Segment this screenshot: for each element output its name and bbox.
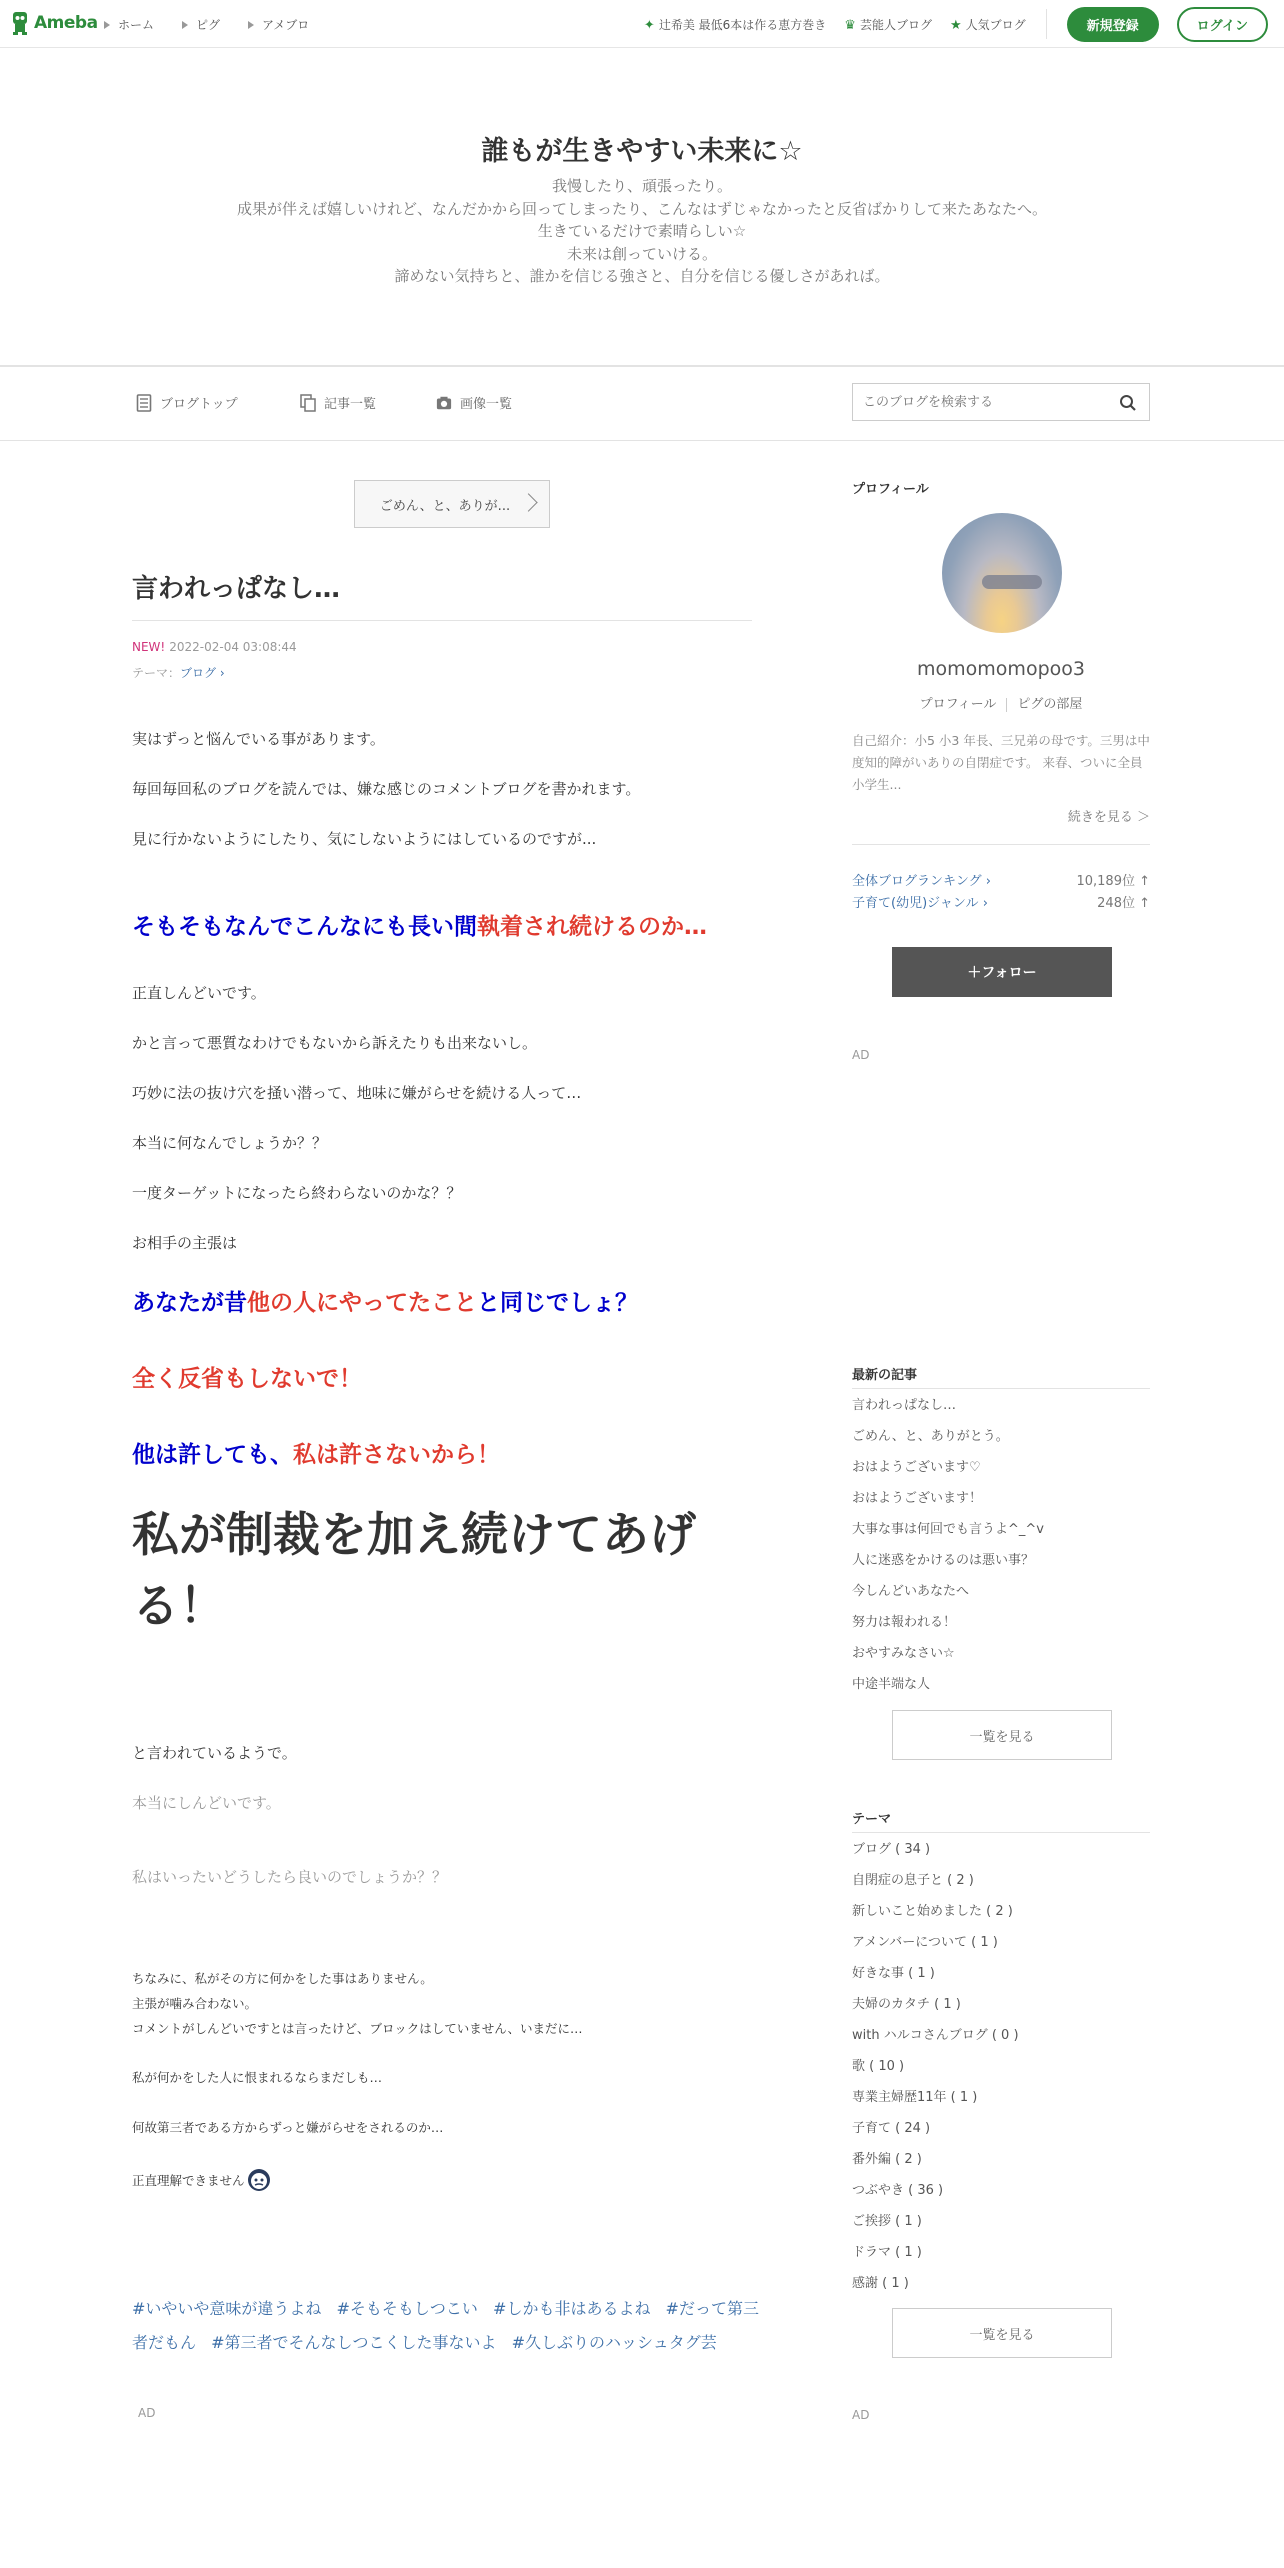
paragraph: 何故第三者である方からずっと嫌がらせをされるのか…: [132, 2120, 444, 2135]
theme-item[interactable]: ドラマ ( 1 ): [852, 2245, 922, 2260]
chevron-right-icon: ›: [216, 666, 225, 680]
ad-label: AD: [852, 2408, 870, 2422]
paragraph: コメントがしんどいですとは言ったけど、ブロックはしていません、いまだに…: [132, 2021, 583, 2036]
trend-link[interactable]: ✦ 辻希美 最低6本は作る恵方巻き: [643, 17, 827, 33]
copy-icon: [300, 394, 316, 412]
hashtag-link[interactable]: #しかも非はあるよね: [493, 2299, 651, 2318]
blog-description: 我慢したり、頑張ったり。 成果が伴えば嬉しいけれど、なんだかから回ってしまったり、こんなはずじゃなかったと反省ばかりして来たあなたへ。 生きているだけで素晴らしい☆ 未来は創っていける。 諦めない気持ちと、誰かを信じる強さと、自分を信じる優しさがあれば。: [236, 177, 1047, 285]
popular-blog-link[interactable]: ★ 人気ブログ: [949, 17, 1026, 33]
theme-item[interactable]: 自閉症の息子と ( 2 ): [852, 1873, 974, 1888]
avatar[interactable]: [942, 513, 1062, 633]
username[interactable]: momomomopoo3: [917, 658, 1085, 680]
global-right: [644, 0, 1268, 48]
heading-highlight: 他は許しても、私は許さないから！: [132, 1442, 500, 1468]
chevron-right-icon: ›: [978, 896, 988, 911]
nav-image-list[interactable]: 画像一覧: [436, 393, 512, 412]
camera-icon: [436, 394, 452, 412]
ameba-logo[interactable]: [10, 10, 98, 36]
profile-heading: プロフィール: [852, 482, 929, 497]
chevron-right-icon: ›: [981, 874, 991, 889]
triangle-right-icon: [182, 21, 188, 29]
search-icon[interactable]: [1119, 394, 1137, 412]
paragraph: 本当に何なんでしょうか？？: [132, 1134, 328, 1152]
hashtag-link[interactable]: #久しぶりのハッシュタグ芸: [511, 2333, 717, 2352]
profile-intro: 自己紹介：小5 小3 年長、三兄弟の母です。三男は中度知的障がいありの自閉症です。 来春、ついに全員小学生...: [852, 733, 1150, 792]
paragraph: 見に行かないようにしたり、気にしないようにはしているのですが...: [132, 830, 597, 848]
recent-entry-link[interactable]: おやすみなさい☆: [852, 1646, 955, 1661]
theme-item[interactable]: ブログ ( 34 ): [852, 1842, 931, 1857]
paragraph: 実はずっと悩んでいる事があります。: [132, 730, 385, 748]
genre-ranking-link[interactable]: 子育て(幼児)ジャンル: [852, 896, 979, 911]
theme-item[interactable]: 専業主婦歴11年 ( 1 ): [852, 2090, 978, 2105]
register-button[interactable]: 新規登録: [1067, 7, 1159, 42]
blog-header: [0, 49, 1284, 365]
entry-datetime: 2022-02-04 03:08:44: [169, 640, 297, 654]
login-button[interactable]: ログイン: [1177, 7, 1268, 42]
divider: [852, 1388, 1150, 1389]
ranking-row: [852, 892, 1150, 911]
recent-entry-link[interactable]: 言われっぱなし…: [852, 1398, 957, 1413]
theme-list-button[interactable]: 一覧を見る: [892, 2308, 1112, 2358]
theme-list: [852, 1834, 1150, 2299]
theme-item[interactable]: with ハルコさんブログ ( 0 ): [852, 2028, 1019, 2043]
hashtag-link[interactable]: #第三者でそんなしつこくした事ないよ: [211, 2333, 497, 2352]
hashtag-link[interactable]: #だって第三者だもん: [132, 2299, 759, 2352]
theme-item[interactable]: 子育て ( 24 ): [852, 2121, 931, 2136]
theme-item[interactable]: 新しいこと始めました ( 2 ): [852, 1904, 1013, 1919]
theme-item[interactable]: アメンバーについて ( 1 ): [852, 1935, 998, 1950]
overall-ranking-link[interactable]: 全体ブログランキング: [852, 874, 982, 889]
recent-entry-link[interactable]: 今しんどいあなたへ: [852, 1584, 970, 1599]
ranking-value: 10,189位 ↑: [1076, 874, 1150, 889]
hashtag-link[interactable]: #そもそもしつこい: [336, 2299, 478, 2318]
entry-meta: [132, 640, 297, 654]
title-divider: [132, 620, 752, 621]
nav-pigg[interactable]: ピグ: [182, 16, 220, 33]
recent-list: [852, 1390, 1150, 1700]
recent-entry-link[interactable]: 人に迷惑をかけるのは悪い事？: [852, 1553, 1035, 1568]
new-badge: NEW!: [132, 640, 166, 654]
theme-item[interactable]: ご挨拶 ( 1 ): [852, 2214, 922, 2229]
chevron-right-icon: [519, 493, 537, 511]
nav-ameblo[interactable]: アメブロ: [248, 16, 309, 33]
heading-highlight: 全く反省もしないで！: [132, 1366, 362, 1392]
paragraph: かと言って悪質なわけでもないから訴えたりも出来ないし。: [132, 1034, 538, 1052]
paragraph: と言われているようで。: [132, 1744, 297, 1762]
confused-face-emoji-icon: [247, 2168, 271, 2192]
hashtag-link[interactable]: #いやいや意味が違うよね: [132, 2299, 322, 2318]
prev-entry-link[interactable]: ごめん、と、ありが...: [354, 480, 550, 528]
search-input[interactable]: [853, 384, 1113, 420]
star-icon: ★: [949, 17, 962, 33]
global-header: [0, 0, 1284, 48]
theme-heading: テーマ: [852, 1812, 892, 1827]
document-icon: [136, 394, 152, 412]
entry-theme: テーマ：ブログ ›: [132, 666, 225, 680]
triangle-right-icon: [104, 21, 110, 29]
profile-link[interactable]: プロフィール: [919, 697, 997, 712]
blog-nav: [0, 367, 1284, 441]
heading-highlight: そもそもなんでこんなにも長い間執着され続けるのか…: [132, 914, 707, 940]
recent-entry-link[interactable]: 中途半端な人: [852, 1677, 931, 1692]
recent-entry-link[interactable]: ごめん、と、ありがとう。: [852, 1429, 1009, 1444]
recent-entry-link[interactable]: 努力は報われる！: [852, 1615, 957, 1630]
recent-entry-link[interactable]: おはようございます！: [852, 1491, 983, 1506]
divider: [852, 1832, 1150, 1833]
pigg-room-link[interactable]: ピグの部屋: [1017, 697, 1083, 712]
theme-item[interactable]: 番外編 ( 2 ): [852, 2152, 922, 2167]
paragraph: 一度ターゲットになったら終わらないのかな？？: [132, 1184, 462, 1202]
sparkle-icon: ✦: [643, 17, 655, 33]
paragraph: 正直理解できません: [132, 2168, 271, 2192]
theme-item[interactable]: 夫婦のカタチ ( 1 ): [852, 1997, 961, 2012]
recent-entry-link[interactable]: 大事な事は何回でも言うよ^_^v: [852, 1522, 1044, 1537]
follow-button[interactable]: ＋フォロー: [892, 947, 1112, 997]
ameba-mascot-icon: [10, 10, 30, 36]
paragraph: 本当にしんどいです。: [132, 1794, 281, 1812]
divider: [852, 844, 1150, 845]
recent-list-button[interactable]: 一覧を見る: [892, 1710, 1112, 1760]
profile-links: [852, 693, 1150, 712]
recent-heading: 最新の記事: [852, 1368, 918, 1383]
ranking-row: [852, 870, 1150, 889]
blog-search: [852, 383, 1150, 421]
paragraph: 毎回毎回私のブログを読んでは、嫌な感じのコメントブログを書かれます。: [132, 780, 641, 798]
theme-item[interactable]: 好きな事 ( 1 ): [852, 1966, 935, 1981]
paragraph: 主張が噛み合わない。: [132, 1996, 258, 2011]
global-nav: [104, 0, 309, 48]
ranking-value: 248位 ↑: [1097, 896, 1150, 911]
theme-item[interactable]: 感謝 ( 1 ): [852, 2276, 909, 2291]
logo-text: Ameba: [34, 13, 98, 33]
theme-item[interactable]: つぶやき ( 36 ): [852, 2183, 944, 2198]
heading-huge: 私が制裁を加え続けてあげ る！: [132, 1508, 696, 1634]
paragraph: 私が何かをした人に恨まれるならまだしも…: [132, 2070, 383, 2085]
paragraph: 巧妙に法の抜け穴を掻い潜って、地味に嫌がらせを続ける人って…: [132, 1084, 582, 1102]
read-more-link[interactable]: 続きを見る ＞: [1067, 810, 1150, 825]
ad-label: AD: [852, 1048, 870, 1062]
paragraph: ちなみに、私がその方に何かをした事はありません。: [132, 1971, 433, 1986]
blog-title[interactable]: 誰もが生きやすい未来に☆: [481, 136, 803, 167]
entry-title[interactable]: 言われっぱなし…: [132, 574, 341, 604]
paragraph: 私はいったいどうしたら良いのでしょうか？？: [132, 1868, 448, 1886]
recent-entry-link[interactable]: おはようございます♡: [852, 1460, 981, 1475]
paragraph: 正直しんどいです。: [132, 984, 266, 1002]
nav-blog-top[interactable]: ブログトップ: [136, 393, 238, 412]
paragraph: お相手の主張は: [132, 1234, 238, 1252]
divider: [1046, 9, 1047, 39]
theme-item[interactable]: 歌 ( 10 ): [852, 2059, 905, 2074]
theme-link[interactable]: ブログ: [180, 666, 217, 680]
celebrity-blog-link[interactable]: ♛ 芸能人ブログ: [844, 17, 932, 33]
ad-label: AD: [138, 2406, 156, 2420]
triangle-right-icon: [248, 21, 254, 29]
crown-icon: ♛: [844, 17, 856, 33]
nav-entry-list[interactable]: 記事一覧: [300, 393, 376, 412]
heading-highlight: あなたが昔他の人にやってたことと同じでしょ？: [132, 1290, 638, 1316]
hashtag-list: [132, 2292, 772, 2360]
nav-home[interactable]: ホーム: [104, 16, 154, 33]
